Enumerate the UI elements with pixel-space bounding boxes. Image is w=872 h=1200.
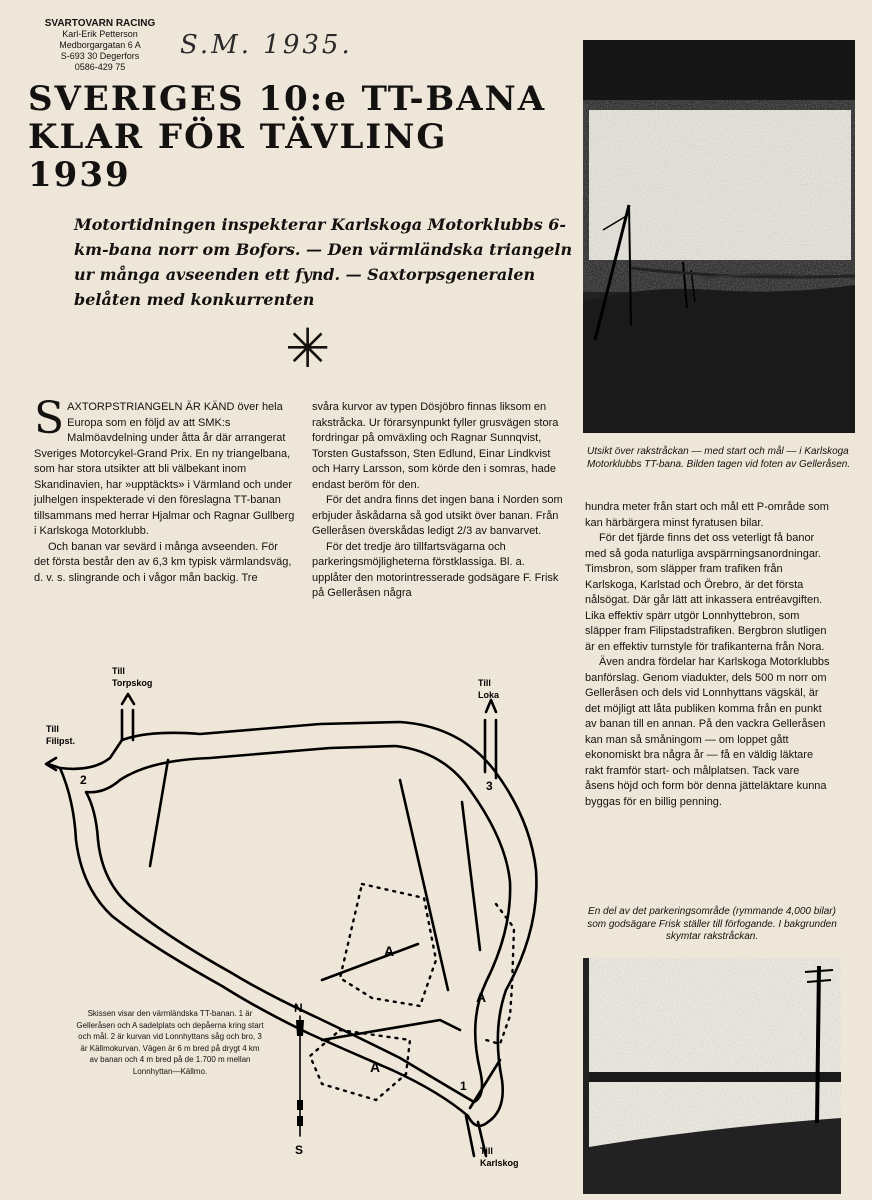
- map-label: Till: [480, 1146, 493, 1156]
- asterisk-ornament: ✳: [285, 317, 331, 380]
- address-stamp: [30, 18, 170, 73]
- compass-north-label: N: [294, 1001, 303, 1015]
- headline-line: 1939: [28, 155, 131, 195]
- stamp-line: Karl-Erik Petterson: [62, 29, 138, 39]
- stamp-line: SVARTOVARN RACING: [44, 18, 156, 29]
- subheadline: Motortidningen inspekterar Karlskoga Motorklubbs 6-km-bana norr om Bofors. — Den värmländska triangeln ur många avseenden ett fynd. — Saxtorpsgeneralen belåten med konkurrenten: [74, 215, 573, 309]
- article-column-2: [312, 400, 564, 602]
- map-label: Till: [478, 678, 491, 688]
- map-label: Loka: [478, 690, 500, 700]
- map-caption: Skissen visar den värmländska TT-banan. 1 är Gelleråsen och A sadelplats och depåerna kring start och mål. 2 är kurvan vid Lonnhyttans såg och bro, 3 är Källmokurvan. Vägen är 6 m bred på drygt 4 km av banan och 4 m bred på de 1.700 m mellan Lonnhyttan—Källmo.: [76, 1009, 264, 1076]
- map-area-label: A: [384, 943, 395, 959]
- stamp-line: 0586-429 75: [74, 62, 126, 72]
- headline-line: SVERIGES 10:e TT-BANA: [28, 79, 547, 119]
- map-label: Torpskog: [112, 678, 153, 688]
- article-paragraph: SAXTORPSTRIANGELN ÄR KÄND över hela Europa som en följd av att SMK:s Malmöavdelning under åtta år där arrangerat Sveriges Motorcykel-Grand Prix. En ny triangelbana, som har stora utsikter att bli välbekant inom Skandinavien, har »upptäckts» i Värmland och under julhelgen inspekterade vi den föreslagna TT-banan tillsammans med herrar Hjalmar och Ragnar Gullberg i Karlskoga Motorklubb.: [34, 393, 295, 537]
- stamp-line: S-693 30 Degerfors: [60, 51, 140, 61]
- compass-south-label: S: [295, 1143, 304, 1157]
- handwritten-note: S.M. 1935.: [180, 30, 353, 60]
- article-paragraph: För det fjärde finns det oss veterligt få banor med så goda naturliga avspärrningsanordningar. Timsbron, som släpper fram trafiken från Karlskoga, Karlstad och Örebro, är det första nålsögat. Där går lätt att inkassera entréavgiften. Lika effektiv spärr utgör Lonnhyttebron, som släpper fram Filipstadstrafiken. Bergbron slutligen är en effektiv turnstyle för trafikanterna från Nora.: [585, 532, 827, 653]
- photo-caption: Utsikt över rakstråckan — med start och mål — i Karlskoga Motorklubbs TT-bana. Bilden tagen vid foten av Gelleråsen.: [587, 446, 851, 470]
- article-paragraph: svåra kurvor av typen Dösjöbro finnas liksom en rakstråcka. Ur förarsynpunkt fyller grusvägen stora fordringar på omväxling och Ragnar Sunnqvist, Torsten Gustafsson, Sten Edlund, Einar Lindkvist och Harry Larsson, som körde den i somras, hade endast beröm för den.: [312, 401, 559, 491]
- map-label: Till: [112, 666, 125, 676]
- map-marker: 1: [460, 1079, 467, 1093]
- map-label: Filipst.: [46, 736, 75, 746]
- article-column-3: [585, 500, 831, 810]
- headline-line: KLAR FÖR TÄVLING: [28, 117, 448, 157]
- article-paragraph: För det tredje äro tillfartsvägarna och parkeringsmöjligheterna förstklassiga. Bl. a. upplåter den motorintresserade godsägare F. Frisk på Gelleråsen några: [312, 540, 559, 599]
- article-paragraph: För det andra finns det ingen bana i Norden som erbjuder åskådarna så god utsikt över banan. Från Gelleråsen överskådas ledigt 2/3 av banvarvet.: [312, 494, 563, 537]
- map-area-label: A: [476, 989, 487, 1005]
- map-marker: 3: [486, 779, 493, 793]
- photo-caption: En del av det parkeringsområde (rymmande 4,000 bilar) som godsägare Frisk ställer till förfogande. I bakgrunden skymtar rakstråckan.: [587, 906, 837, 942]
- article-paragraph: Även andra fördelar har Karlskoga Motorklubbs banförslag. Genom viadukter, dels 500 m norr om Gelleråsen och dels vid Lonnhyttans vägskäl, är det möjligt att låta publiken komma från en punkt av banan till en annan. På den vackra Gelleråsen kan man så småningom — om loppet gått ekonomiskt bra några år — få en väldig läktare rakt framför start- och målplatsen. Tack vare åsens höjd och form bör denna jätteläktare kunna byggas för en billig penning.: [585, 656, 830, 808]
- article-paragraph: hundra meter från start och mål ett P-område som kan härbärgera minst fyratusen bilar.: [585, 501, 829, 529]
- headline: [28, 80, 578, 194]
- parking-area-photo: [583, 958, 841, 1194]
- stamp-line: Medborgargatan 6 A: [59, 40, 141, 50]
- map-label: Till: [46, 724, 59, 734]
- article-column-1: [34, 393, 296, 586]
- track-map-sketch: [0, 660, 570, 1180]
- map-area-label: A: [370, 1059, 381, 1075]
- map-marker: 2: [80, 773, 87, 787]
- article-paragraph: Och banan var sevärd i många avseenden. För det första består den av 6,3 km typisk värmlandsväg, d. v. s. slingrande och i vågor mån backig. Tre: [34, 540, 292, 584]
- straight-track-photo: [583, 40, 855, 433]
- drop-cap: S: [34, 393, 65, 444]
- map-label: Karlskog: [480, 1158, 519, 1168]
